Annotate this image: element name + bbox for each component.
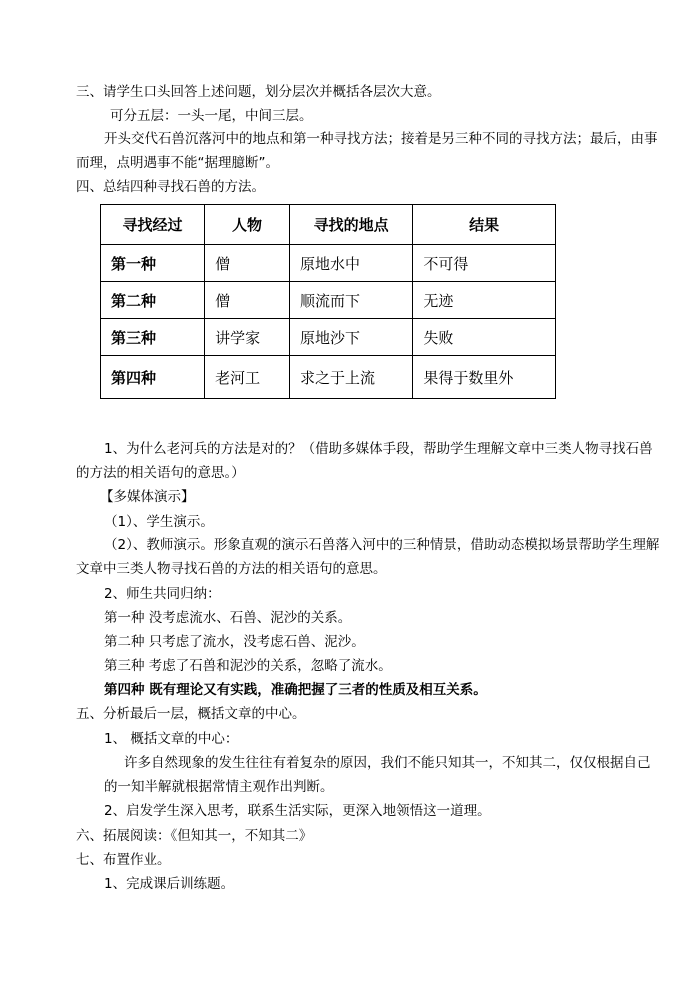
paragraph: 开头交代石兽沉落河中的地点和第一种寻找方法；接着是另三种不同的寻找方法；最后，由事 (104, 131, 658, 147)
table-cell: 第二种 (101, 282, 205, 319)
methods-table (100, 204, 556, 399)
section-four-heading: 四、总结四种寻找石兽的方法。 (76, 179, 265, 195)
paragraph: 第二种 只考虑了流水，没考虑石兽、泥沙。 (104, 634, 365, 650)
section-five-heading: 五、分析最后一层，概括文章的中心。 (76, 706, 306, 722)
paragraph: 2、启发学生深入思考，联系生活实际，更深入地领悟这一道理。 (104, 803, 491, 819)
paragraph: （2）、教师演示。形象直观的演示石兽落入河中的三种情景，借助动态模拟场景帮助学生理解 (104, 537, 660, 553)
paragraph: 的一知半解就根据常情主观作出判断。 (104, 779, 334, 795)
section-six-heading: 六、拓展阅读：《但知其一，不知其二》 (76, 828, 313, 844)
table-cell: 第一种 (101, 245, 205, 282)
paragraph: 可分五层：一头一尾，中间三层。 (110, 108, 313, 124)
paragraph: 1、 概括文章的中心： (104, 731, 239, 747)
paragraph: 2、师生共同归纳： (104, 586, 221, 602)
table-row (101, 356, 556, 399)
paragraph: 1、完成课后训练题。 (104, 876, 235, 892)
table-cell: 老河工 (205, 356, 290, 399)
table-row (101, 319, 556, 356)
paragraph: 而理，点明遇事不能“据理臆断”。 (76, 155, 279, 171)
paragraph: 许多自然现象的发生往往有着复杂的原因，我们不能只知其一，不知其二，仅仅根据自己 (124, 755, 651, 771)
section-seven-heading: 七、布置作业。 (76, 852, 171, 868)
table-row (101, 282, 556, 319)
multimedia-heading: 【多媒体演示】 (100, 489, 195, 505)
table-cell: 第三种 (101, 319, 205, 356)
table-header-row (101, 205, 556, 245)
table-cell: 讲学家 (205, 319, 290, 356)
table-header-cell: 寻找的地点 (289, 205, 412, 245)
paragraph: 文章中三类人物寻找石兽的方法的相关语句的意思。 (76, 561, 387, 577)
table-header-cell: 结果 (413, 205, 556, 245)
table-cell: 原地沙下 (289, 319, 412, 356)
table-cell: 顺流而下 (289, 282, 412, 319)
paragraph: 第三种 考虑了石兽和泥沙的关系，忽略了流水。 (104, 658, 392, 674)
table-row (101, 245, 556, 282)
table-cell: 僧 (205, 282, 290, 319)
paragraph: 第四种 既有理论又有实践，准确把握了三者的性质及相互关系。 (104, 682, 487, 698)
table-cell: 无迹 (413, 282, 556, 319)
table-cell: 果得于数里外 (413, 356, 556, 399)
paragraph: 1、为什么老河兵的方法是对的？（借助多媒体手段，帮助学生理解文章中三类人物寻找石兽 (104, 441, 653, 457)
paragraph: （1）、学生演示。 (104, 514, 214, 530)
section-three-heading: 三、请学生口头回答上述问题，划分层次并概括各层次大意。 (76, 84, 441, 100)
table-cell: 失败 (413, 319, 556, 356)
paragraph: 的方法的相关语句的意思。） (76, 465, 245, 481)
table-header-cell: 寻找经过 (101, 205, 205, 245)
table-cell: 求之于上流 (289, 356, 412, 399)
table-cell: 原地水中 (289, 245, 412, 282)
table-cell: 不可得 (413, 245, 556, 282)
paragraph: 第一种 没考虑流水、石兽、泥沙的关系。 (104, 610, 352, 626)
table-header-cell: 人物 (205, 205, 290, 245)
table-cell: 第四种 (101, 356, 205, 399)
table-cell: 僧 (205, 245, 290, 282)
